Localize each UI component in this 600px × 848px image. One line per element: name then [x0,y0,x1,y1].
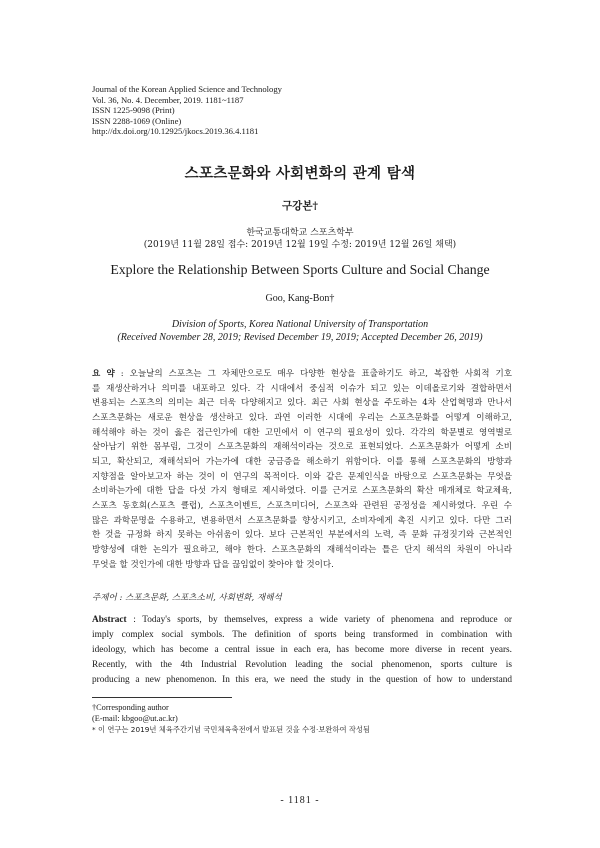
abstract-korean-line: 요 약 : 오늘날의 스포츠는 그 자체만으로도 매우 다양한 현상을 표출하기도 하고, 복잡한 사회적 기호 [92,369,512,379]
abstract-english-line: producing a new phenomenon. In this era, we need the study in the question of how to understand [92,675,512,686]
abstract-korean-line: 무엇을 할 것인가에 대한 방향과 답을 끊임없이 찾아야 할 것이다. [92,559,334,570]
keywords-korean: 주제어 : 스포츠문화, 스포츠소비, 사회변화, 재해석 [92,593,282,603]
abstract-korean-line: 를 재생산하거나 의미를 내포하고 있다. 각 시대에서 중심적 이슈가 되고 있는 이데올로기와 결합하면서 [92,383,512,394]
corresponding-author-note: †Corresponding author [92,703,169,712]
abstract-korean-line: 지향점을 알아보고자 하는 것이 이 연구의 목적이다. 이와 같은 문제인식을 바탕으로 스포츠문화는 무엇을 [92,471,512,482]
doi-link[interactable]: http://dx.doi.org/10.12925/jkocs.2019.36.4.1181 [92,126,259,137]
abstract-korean-line: 해석해야 하는 것이 옳은 접근인가에 대한 고민에서 이 연구의 필요성이 있다. 각각의 학문별로 영역별로 [92,427,512,438]
abstract-korean-line: 되고, 확산되고, 재해석되어 가는가에 대한 궁금증을 해소하기 위함이다. 이를 통해 스포츠문화의 방향과 [92,456,512,467]
abstract-korean-line: 한 것을 규정화 하지 못하는 아쉬움이 있다. 보다 근본적인 부분에서의 노력, 즉 문화 규정짓기와 근본적인 [92,530,512,541]
dates-korean: (2019년 11월 28일 접수: 2019년 12월 19일 수정: 2019년 12월 26일 채택) [143,240,457,250]
issn-print: ISSN 1225-9098 (Print) [92,105,175,116]
author-english: Goo, Kang-Bon† [265,293,335,304]
abstract-korean-line: 많은 과학문명을 수용하고, 변용하면서 스포츠문화를 향상시키고, 소비자에게 촉진 시키고 있다. 다만 그러 [92,515,512,526]
journal-header [92,84,282,137]
affiliation-english: Division of Sports, Korea National University of Transportation [171,319,429,330]
abstract-english-line: Abstract : Today's sports, by themselves, express a wide variety of phenomena and reproduce or [92,615,512,625]
footnotes [92,702,370,736]
paper-title-english: Explore the Relationship Between Sports Culture and Social Change [110,262,490,277]
abstract-korean-line: 스포츠 동호회(스포츠 클럽), 스포츠이벤트, 스포츠미디어, 스포츠와 관련된 공정성을 제시하였다. 우린 수 [92,500,512,511]
abstract-korean-line: 변용되는 스포츠의 의미는 최근 더욱 다양해지고 있다. 최근 사회 현상을 주도하는 4차 산업혁명과 만나서 [92,398,512,409]
author-korean: 구강본† [282,200,318,212]
affiliation-korean-block [0,227,600,251]
abstract-english-line: ideology, which has become a central issue in each era, has become more diverse in recent years. [92,645,512,656]
abstract-korean-label: 요 약 [92,369,115,379]
journal-volume: Vol. 36, No. 4. December, 2019. 1181~1187 [92,94,244,105]
page-number: - 1181 - [280,795,320,806]
abstract-english-line: Recently, with the 4th Industrial Revolution leading the social phenomenon, sports culture is [92,660,512,671]
paper-title-korean: 스포츠문화와 사회변화의 관계 탐색 [184,165,416,182]
affiliation-korean: 한국교통대학교 스포츠학부 [246,228,354,238]
abstract-korean-line: 방향성에 대한 논의가 필요하고, 해야 한다. 스포츠문화의 재해석이라는 틀은 단지 해석의 차원이 아니라 [92,544,512,555]
abstract-english [92,613,512,688]
abstract-korean [92,367,512,572]
issn-online: ISSN 2288-1069 (Online) [92,115,182,126]
abstract-english-line: imply complex social symbols. The definition of sports being transformed in combination with [92,630,512,641]
footnote-divider [92,697,232,698]
abstract-korean-line: 살아남기 위한 몸부림, 그것이 스포츠문화의 재해석이라는 것으로 표현되었다. 스포츠문화가 어떻게 소비 [92,442,512,453]
dates-english: (Received November 28, 2019; Revised December 19, 2019; Accepted December 26, 2019) [117,332,483,343]
journal-name: Journal of the Korean Applied Science and Technology [92,84,282,94]
abstract-english-label: Abstract [92,615,127,625]
presentation-note: * 이 연구는 2019년 체육주간기념 국민체육축전에서 발표된 것을 수정·보완하여 작성됨 [92,725,371,735]
abstract-korean-line: 스포츠문화는 새로운 현상을 생산하고 있다. 과연 이러한 시대에 우리는 스포츠문화를 어떻게 이해하고, [92,412,512,423]
corresponding-email[interactable]: (E-mail: kbgoo@ut.ac.kr) [92,714,178,724]
abstract-korean-line: 소비하는가에 대한 답을 다섯 가지 형태로 제시하였다. 이를 근거로 스포츠문화의 확산 매개체로 학교체육, [92,486,512,497]
affiliation-english-block [0,318,600,344]
